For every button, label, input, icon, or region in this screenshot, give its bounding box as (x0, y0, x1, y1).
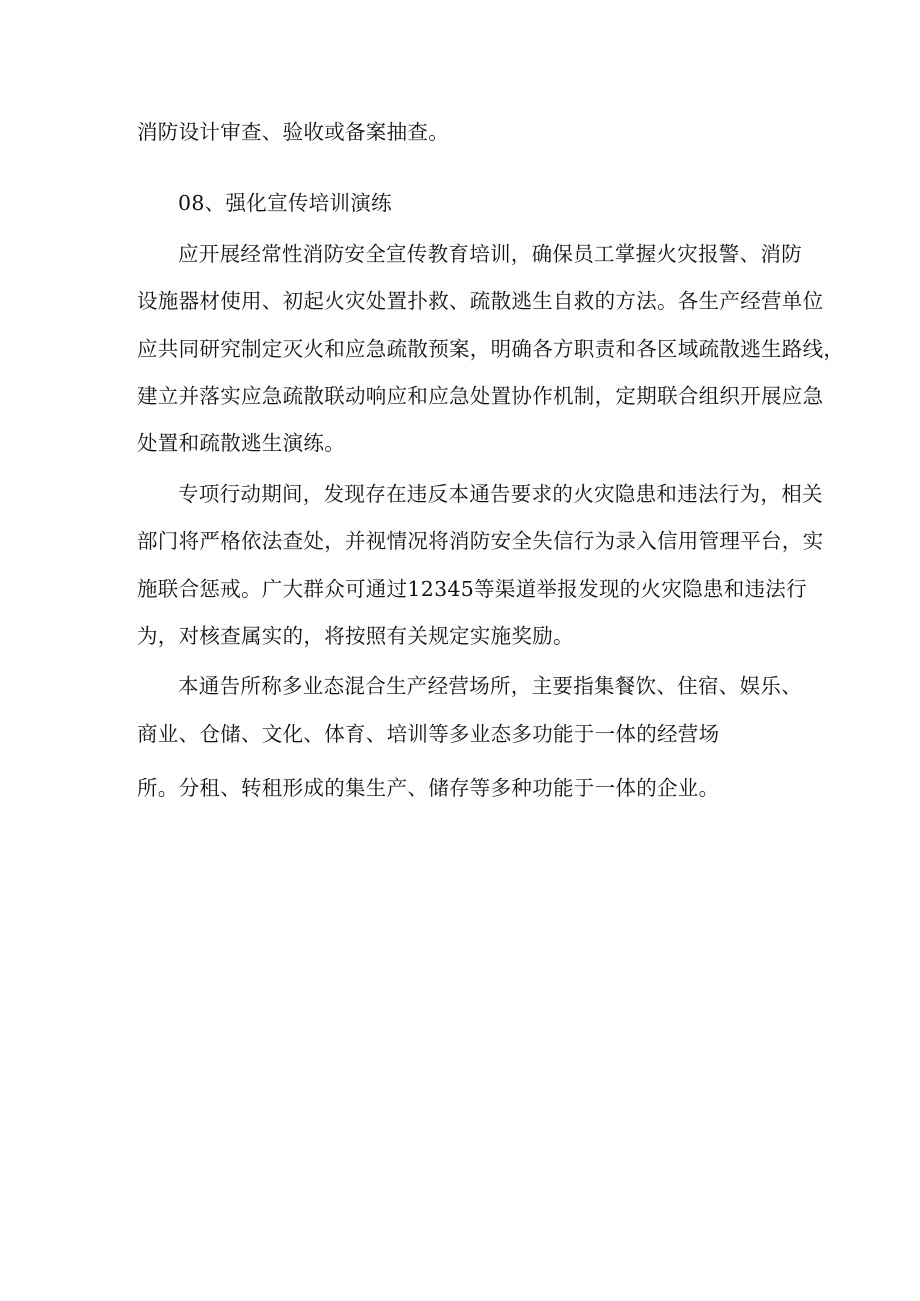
paragraph-line: 设施器材使用、初起火灾处置扑救、疏散逃生自救的方法。各生产经营单位 (137, 289, 824, 313)
paragraph-line: 施联合惩戒。广大群众可通过12345等渠道举报发现的火灾隐患和违法行 (137, 577, 807, 601)
paragraph-line: 应开展经常性消防安全宣传教育培训，确保员工掌握火灾报警、消防 (178, 242, 802, 266)
paragraph-line: 建立并落实应急疏散联动响应和应急处置协作机制，定期联合组织开展应急 (137, 384, 824, 408)
continuation-line: 消防设计审查、验收或备案抽查。 (137, 120, 449, 144)
paragraph-line: 所。分租、转租形成的集生产、储存等多种功能于一体的企业。 (137, 776, 720, 800)
paragraph-line: 部门将严格依法查处，并视情况将消防安全失信行为录入信用管理平台，实 (137, 529, 824, 553)
paragraph-line: 本通告所称多业态混合生产经营场所，主要指集餐饮、住宿、娱乐、 (178, 674, 802, 698)
paragraph-line: 处置和疏散逃生演练。 (137, 431, 345, 455)
paragraph-line: 为，对核查属实的，将按照有关规定实施奖励。 (137, 624, 574, 648)
paragraph-line: 专项行动期间，发现存在违反本通告要求的火灾隐患和违法行为，相关 (178, 482, 823, 506)
paragraph-line: 应共同研究制定灭火和应急疏散预案，明确各方职责和各区域疏散逃生路线， (137, 337, 845, 361)
section-heading: 08、强化宣传培训演练 (178, 191, 392, 215)
paragraph-line: 商业、仓储、文化、体育、培训等多业态多功能于一体的经营场 (137, 722, 720, 746)
